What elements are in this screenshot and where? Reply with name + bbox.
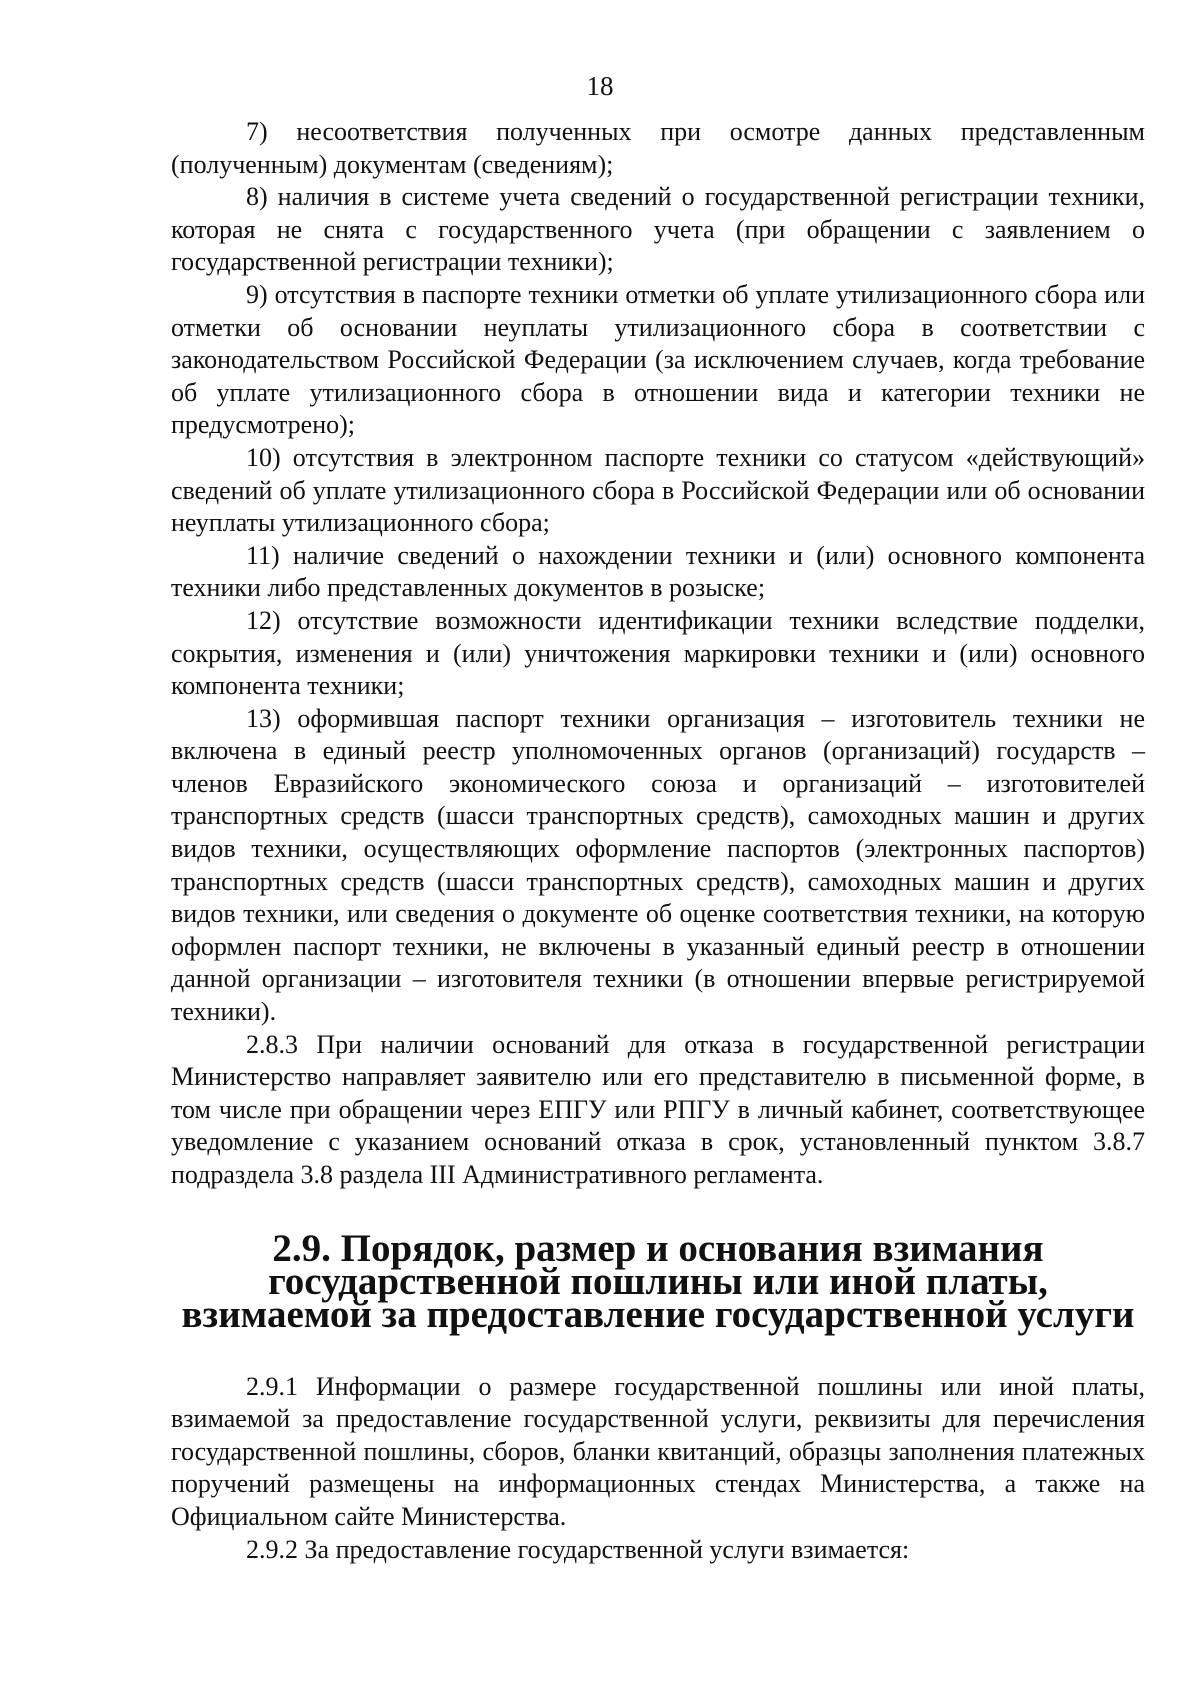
clause-2-9-2: 2.9.2 За предоставление государственной услуги взимается: [246, 1534, 910, 1564]
list-item-10: 10) отсутствия в электронном паспорте техники со статусом «действующий» сведений об уплате утилизационного сбора в Российской Федерации или об основании неуплаты утилизационного сбора; [171, 442, 1145, 538]
page-body [171, 116, 1145, 1566]
list-item-12: 12) отсутствие возможности идентификации техники вследствие подделки, сокрытия, изменения и (или) уничтожения маркировки техники и (или) основного компонента техники; [171, 605, 1145, 701]
list-item-11: 11) наличие сведений о нахождении техники и (или) основного компонента техники либо представленных документов в розыске; [171, 540, 1145, 603]
clause-2-8-3: 2.8.3 При наличии оснований для отказа в государственной регистрации Министерство направляет заявителю или его представителю в письменной форме, в том числе при обращении через ЕПГУ или РПГУ в личный кабинет, соответствующее уведомление с указанием оснований отказа в срок, установленный пунктом 3.8.7 подраздела 3.8 раздела III Административного регламента. [171, 1029, 1145, 1189]
clause-2-9-1: 2.9.1 Информации о размере государственной пошлины или иной платы, взимаемой за предоставление государственной услуги, реквизиты для перечисления государственной пошлины, сборов, бланки квитанций, образцы заполнения платежных поручений размещены на информационных стендах Министерства, а также на Официальном сайте Министерства. [171, 1371, 1145, 1531]
list-item-8: 8) наличия в системе учета сведений о государственной регистрации техники, которая не снята с государственного учета (при обращении с заявлением о государственной регистрации техники); [171, 182, 1145, 277]
list-item-7: 7) несоответствия полученных при осмотре данных представленным (полученным) документам (сведениям); [171, 117, 1145, 179]
list-item-9: 9) отсутствия в паспорте техники отметки об уплате утилизационного сбора или отметки об основании неуплаты утилизационного сбора в соответствии с законодательством Российской Федерации (за исключением случаев, когда требование об уплате утилизационного сбора в отношении вида и категории техники не предусмотрено); [171, 279, 1145, 440]
list-item-13: 13) оформившая паспорт техники организация – изготовитель техники не включена в единый реестр уполномоченных органов (организаций) государств – членов Евразийского экономического союза и организаций – изготовителей транспортных средств (шасси транспортных средств), самоходных машин и других видов техники, осуществляющих оформление паспортов (электронных паспортов) транспортных средств (шасси транспортных средств), самоходных машин и других видов техники, или сведения о документе об оценке соответствия техники, на которую оформлен паспорт техники, не включены в указанный единый реестр в отношении данной организации – изготовителя техники (в отношении впервые регистрируемой техники). [171, 703, 1145, 1027]
section-heading-2-9: 2.9. Порядок, размер и основания взимания государственной пошлины или иной платы, взимаемой за предоставление государственной услуги [181, 1226, 1135, 1336]
page-number: 18 [586, 71, 614, 101]
